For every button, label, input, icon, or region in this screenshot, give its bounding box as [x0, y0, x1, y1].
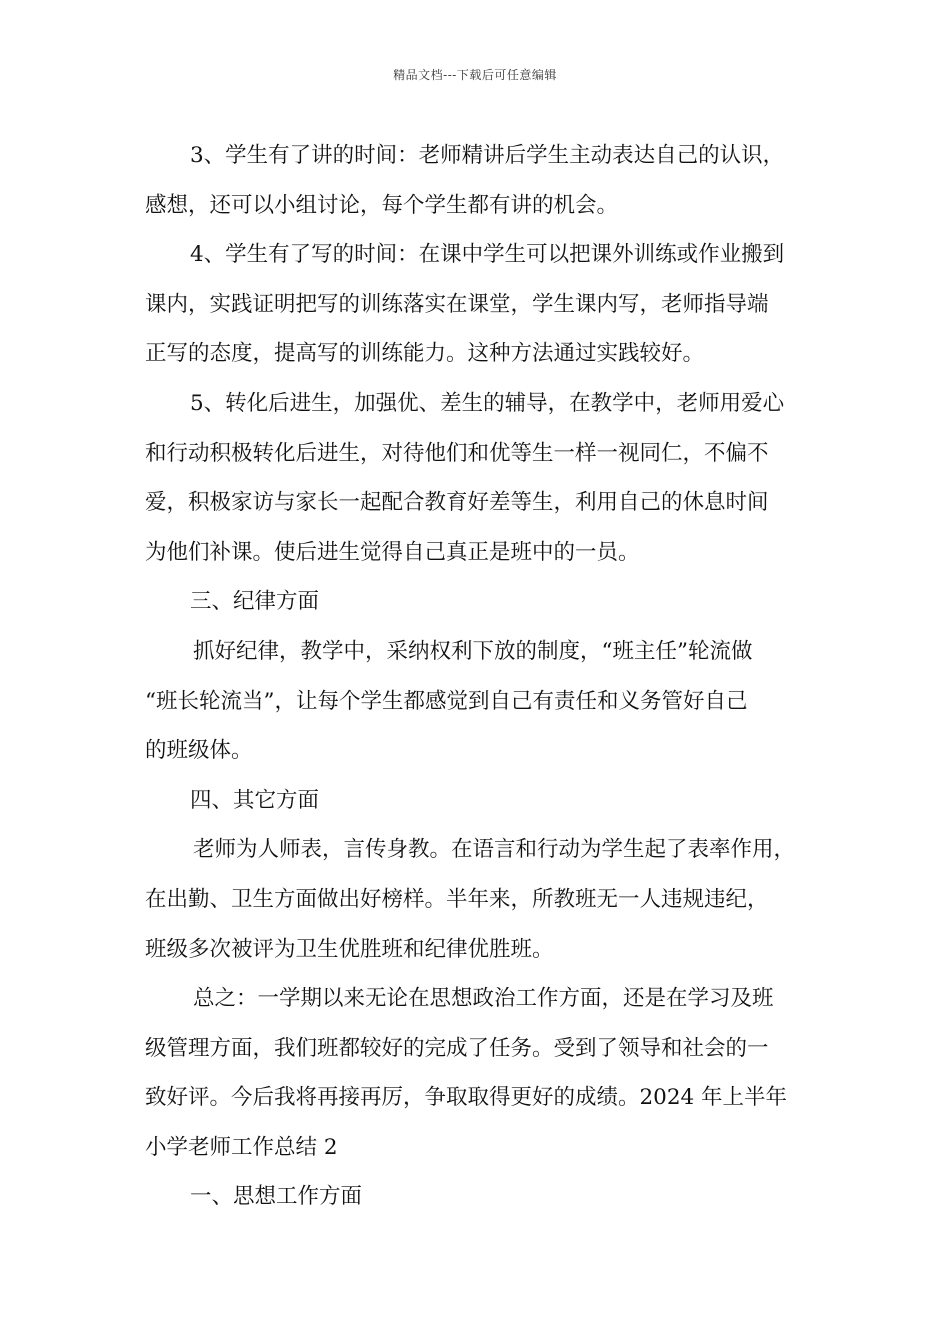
- section-heading: 四、其它方面: [190, 787, 320, 813]
- paragraph-line: 为他们补课。使后进生觉得自己真正是班中的一员。: [145, 539, 640, 565]
- section-heading: 三、纪律方面: [190, 589, 320, 615]
- paragraph-item-5: [145, 379, 815, 577]
- section-heading: 一、思想工作方面: [190, 1184, 363, 1210]
- section-heading-thought-work: [145, 1172, 815, 1222]
- page-header: 精品文档---下载后可任意编辑: [393, 68, 557, 82]
- paragraph-summary: [145, 974, 815, 1172]
- paragraph-line: 正写的态度，提高写的训练能力。这种方法通过实践较好。: [145, 341, 705, 367]
- section-heading-other: [145, 776, 815, 826]
- paragraph-line: 4、学生有了写的时间：在课中学生可以把课外训练或作业搬到: [190, 242, 785, 268]
- document-body: [145, 131, 815, 1222]
- paragraph-line: 感想，还可以小组讨论，每个学生都有讲的机会。: [145, 192, 619, 218]
- paragraph-line: 在出勤、卫生方面做出好榜样。半年来，所教班无一人违规违纪，: [145, 886, 769, 912]
- paragraph-line: 抓好纪律，教学中，采纳权利下放的制度，“班主任”轮流做: [193, 638, 753, 664]
- paragraph-line: 小学老师工作总结 2: [145, 1134, 338, 1160]
- section-heading-discipline: [145, 577, 815, 627]
- paragraph-line: 爱，积极家访与家长一起配合教育好差等生，利用自己的休息时间: [145, 490, 769, 516]
- paragraph-line: 课内，实践证明把写的训练落实在课堂，学生课内写，老师指导端: [145, 291, 769, 317]
- paragraph-item-4: [145, 230, 815, 379]
- paragraph-line: 3、学生有了讲的时间：老师精讲后学生主动表达自己的认识，: [190, 143, 785, 168]
- paragraph-item-3: [145, 131, 815, 230]
- paragraph-line: 总之：一学期以来无论在思想政治工作方面，还是在学习及班: [193, 986, 774, 1012]
- paragraph-line: 老师为人师表，言传身教。在语言和行动为学生起了表率作用，: [193, 837, 796, 863]
- paragraph-line: 5、转化后进生，加强优、差生的辅导，在教学中，老师用爱心: [190, 390, 785, 416]
- paragraph-line: 的班级体。: [145, 738, 253, 764]
- paragraph-discipline: [145, 627, 815, 776]
- paragraph-other: [145, 825, 815, 974]
- paragraph-line: “班长轮流当”，让每个学生都感觉到自己有责任和义务管好自己: [145, 688, 748, 714]
- paragraph-line: 和行动积极转化后进生，对待他们和优等生一样一视同仁，不偏不: [145, 440, 769, 466]
- paragraph-line: 班级多次被评为卫生优胜班和纪律优胜班。: [145, 936, 554, 962]
- paragraph-line: 致好评。今后我将再接再厉，争取取得更好的成绩。2024 年上半年: [145, 1085, 788, 1111]
- paragraph-line: 级管理方面，我们班都较好的完成了任务。受到了领导和社会的一: [145, 1035, 769, 1061]
